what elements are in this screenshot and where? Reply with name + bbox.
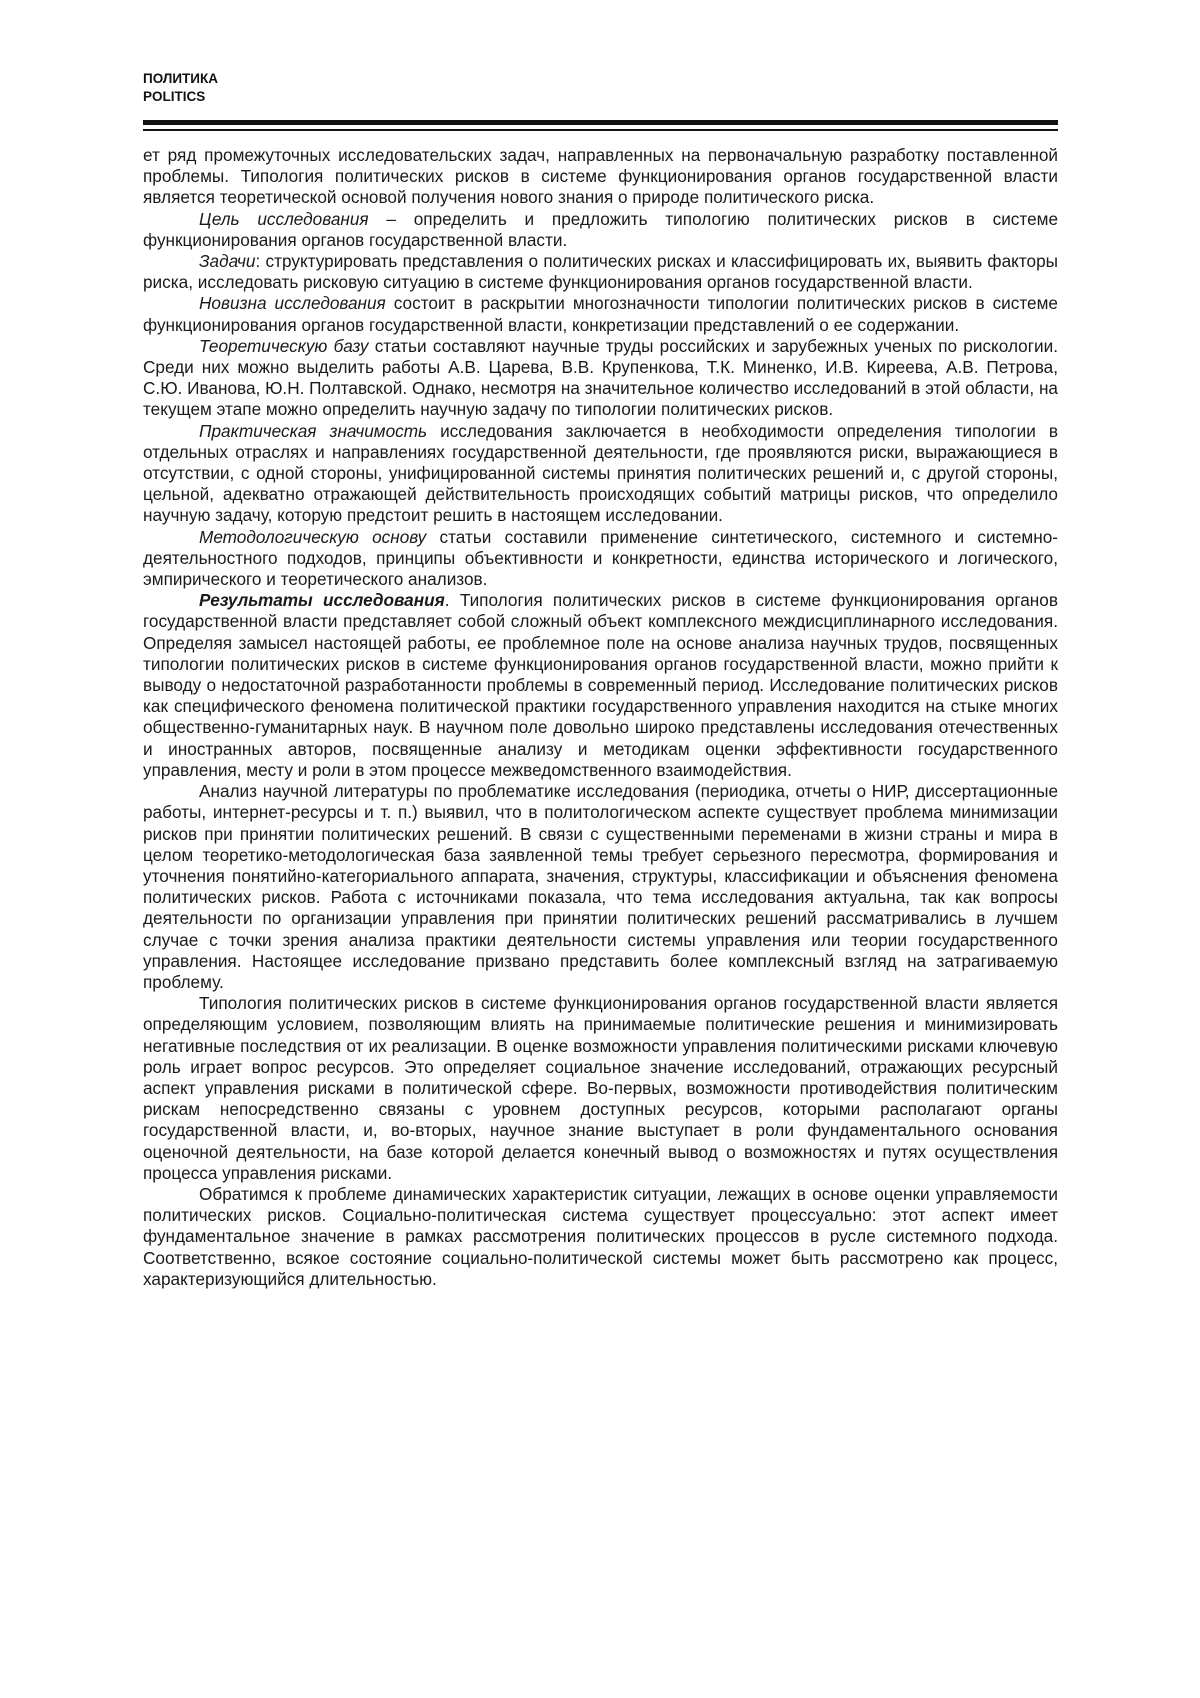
running-header [143,70,218,106]
article-body [143,145,1058,1290]
lead-term: Задачи [199,251,256,272]
section-title-en: POLITICS [143,89,206,104]
paragraph-typology-resources: Типология политических рисков в системе функционирования органов государственной власти является определяющим условием, позволяющим влиять на принимаемые политические решения и минимизировать негативные последствия от их реализации. В оценке возможности управления политическими рисками ключевую роль играет вопрос ресурсов. Это определяет социальное значение исследований, отражающих ресурсный аспект управления рисками в политической сфере. Во-первых, возможности противодействия политическим рискам непосредственно связаны с уровнем доступных ресурсов, которыми располагают органы государственной власти, и, во-вторых, научное знание выступает в роли фундаментального основания оценочной деятельности, на базе которой делается конечный вывод о возможностях и путях осуществления процесса управления рисками. [143,993,1058,1183]
paragraph-practical-significance: Практическая значимость исследования заключается в необходимости определения типологии в отдельных отраслях и направлениях государственной деятельности, где проявляются риски, выражающиеся в отсутствии, с одной стороны, унифицированной системы принятия политических решений и, с другой стороны, цельной, адекватно отражающей действительность происходящих событий матрицы рисков, что определило научную задачу, которую предстоит решить в настоящем исследовании. [143,420,1058,526]
paragraph-continuation: ет ряд промежуточных исследовательских задач, направленных на первоначальную разработку поставленной проблемы. Типология политических рисков в системе функционирования органов государственной власти является теоретической основой получения нового знания о природе политического риска. [143,145,1058,208]
paragraph-theoretical-base: Теоретическую базу статьи составляют научные труды российских и зарубежных ученых по рискологии. Среди них можно выделить работы А.В. Царева, В.В. Крупенкова, Т.К. Миненко, И.В. Киреева, А.В. Петрова, С.Ю. Иванова, Ю.Н. Полтавской. Однако, несмотря на значительное количество исследований в этой области, на текущем этапе можно определить научную задачу по типологии политических рисков. [143,335,1058,420]
paragraph-research-goal: Цель исследования – определить и предложить типологию политических рисков в системе функционирования органов государственной власти. [143,208,1058,250]
paragraph-results: Результаты исследования. Типология политических рисков в системе функционирования органов государственной власти представляет собой сложный объект комплексного междисциплинарного исследования. Определяя замысел настоящей работы, ее проблемное поле на основе анализа научных трудов, посвященных типологии политических рисков в системе функционирования органов государственной власти, можно прийти к выводу о недостаточной разработанности проблемы в современный период. Исследование политических рисков как специфического феномена политической практики государственного управления находится на стыке многих общественно-гуманитарных наук. В научном поле довольно широко представлены исследования отечественных и иностранных авторов, посвященные анализу и методикам оценки эффективности государственного управления, месту и роли в этом процессе межведомственного взаимодействия. [143,590,1058,780]
lead-term-bold: Результаты исследования [199,590,445,611]
paragraph-dynamics: Обратимся к проблеме динамических характеристик ситуации, лежащих в основе оценки управляемости политических рисков. Социально-политическая система существует процессуально: этот аспект имеет фундаментальное значение в рамках рассмотрения политических процессов в русле системного подхода. Соответственно, всякое состояние социально-политической системы может быть рассмотрено как процесс, характеризующийся длительностью. [143,1183,1058,1289]
paragraph-tasks: Задачи: структурировать представления о политических рисках и классифицировать их, выявить факторы риска, исследовать рисковую ситуацию в системе функционирования органов государственной власти. [143,251,1058,293]
paragraph-literature-analysis: Анализ научной литературы по проблематике исследования (периодика, отчеты о НИР, диссертационные работы, интернет-ресурсы и т. п.) выявил, что в политологическом аспекте существует проблема минимизации рисков при принятии политических решений. В связи с существенными переменами в жизни страны и мира в целом теоретико-методологическая база заявленной темы требует серьезного пересмотра, формирования и уточнения понятийно-категориального аппарата, значения, структуры, классификации и объяснения феномена политических рисков. Работа с источниками показала, что тема исследования актуальна, так как вопросы деятельности по организации управления при принятии политических решений рассматривались в лучшем случае с точки зрения анализа практики деятельности системы управления или теории государственного управления. Настоящее исследование призвано представить более комплексный взгляд на затрагиваемую проблему. [143,781,1058,992]
lead-term: Методологическую основу [199,526,427,547]
section-title-ru: ПОЛИТИКА [143,71,218,86]
lead-term: Теоретическую базу [199,335,369,356]
paragraph-novelty: Новизна исследования состоит в раскрытии многозначности типологии политических рисков в системе функционирования органов государственной власти, конкретизации представлений о ее содержании. [143,293,1058,335]
lead-term: Практическая значимость [199,420,428,441]
lead-term: Цель исследования [199,208,369,229]
paragraph-methodology: Методологическую основу статьи составили применение синтетического, системного и системно-деятельностного подходов, принципы объективности и конкретности, единства исторического и логического, эмпирического и теоретического анализов. [143,526,1058,590]
header-rule-thick [143,120,1058,125]
lead-term: Новизна исследования [199,293,386,314]
header-rule-thin [143,129,1058,131]
